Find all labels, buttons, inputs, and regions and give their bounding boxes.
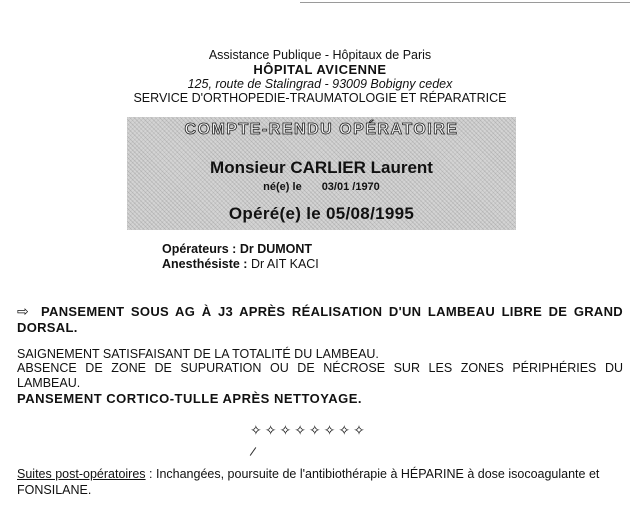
hospital-address: 125, route de Stalingrad - 93009 Bobigny cedex <box>187 77 453 91</box>
institution-name: Assistance Publique - Hôpitaux de Paris <box>208 48 432 62</box>
operation-date: Opéré(e) le 05/08/1995 <box>228 204 415 223</box>
post-op-text: Inchangées, poursuite de l'antibiothérapie à HÉPARINE à dose isocoagulante et FONSILANE. <box>17 467 600 497</box>
post-op-label: Suites post-opératoires <box>17 467 146 481</box>
birth-date: 03/01 /1970 <box>321 181 380 193</box>
top-rule <box>300 2 630 3</box>
anesthetist-label: Anesthésiste : <box>162 257 248 271</box>
dressing-line: PANSEMENT CORTICO-TULLE APRÈS NETTOYAGE. <box>17 391 363 406</box>
handwritten-mark <box>250 447 257 456</box>
finding-bleeding: SAIGNEMENT SATISFAISANT DE LA TOTALITÉ DU LAMBEAU. <box>17 347 379 361</box>
birth-label: né(e) le <box>263 181 302 193</box>
procedure-text: PANSEMENT SOUS AG À J3 APRÈS RÉALISATION D'UN LAMBEAU LIBRE DE GRAND DORSAL. <box>17 304 623 335</box>
procedure-heading <box>17 303 623 336</box>
report-banner <box>127 117 516 230</box>
post-op-separator: : <box>145 467 156 481</box>
report-title: COMPTE-RENDU OPÉRATOIRE <box>184 121 459 138</box>
operators-value: Dr DUMONT <box>239 242 313 256</box>
hospital-name: HÔPITAL AVICENNE <box>253 62 387 77</box>
arrow-right-icon: ⇨ <box>17 303 30 319</box>
star-divider-icon: ✧✧✧✧✧✧✧✧ <box>250 422 368 438</box>
service-name: SERVICE D'ORTHOPEDIE-TRAUMATOLOGIE ET RÉPARATRICE <box>133 91 507 105</box>
operators-label: Opérateurs : <box>162 242 237 256</box>
patient-name: Monsieur CARLIER Laurent <box>210 158 433 177</box>
finding-no-necrosis: ABSENCE DE ZONE DE SUPURATION OU DE NÉCROSE SUR LES ZONES PÉRIPHÉRIES DU LAMBEAU. <box>17 361 623 390</box>
anesthetist-line <box>162 257 319 271</box>
anesthetist-value: Dr AIT KACI <box>250 257 319 271</box>
birth-line <box>127 181 516 193</box>
operators-line <box>162 242 312 256</box>
post-op-followup <box>17 466 627 498</box>
